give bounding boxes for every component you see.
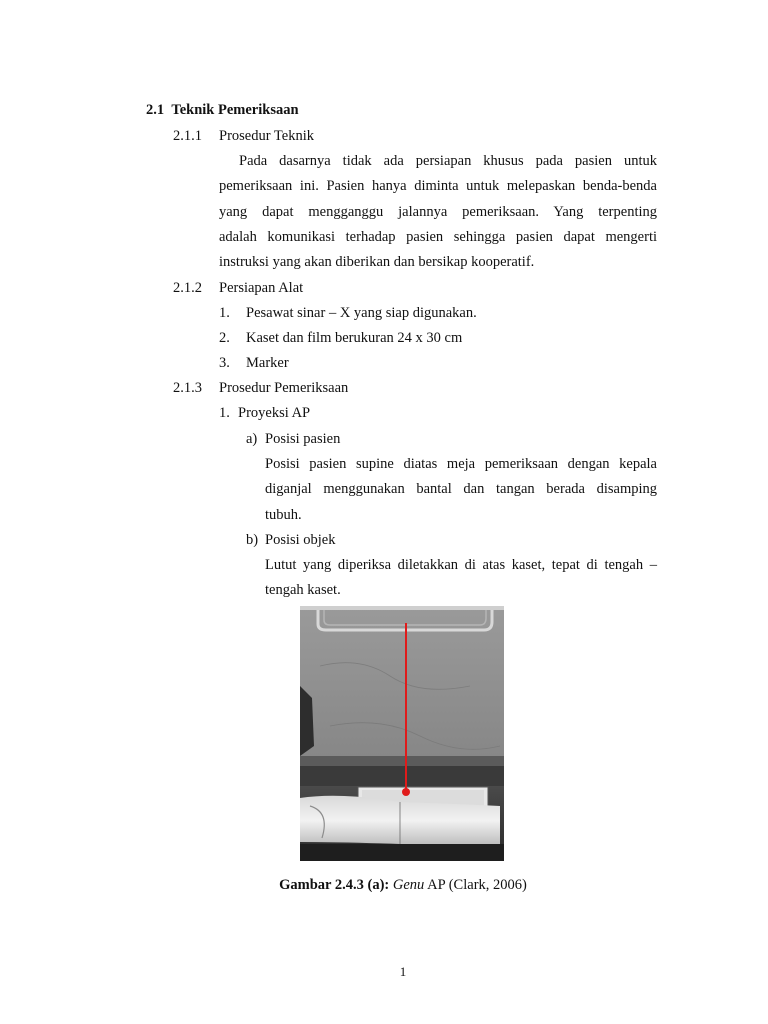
paragraph-line: Posisi pasien supine diatas meja pemeriksaan dengan kepala	[265, 456, 657, 472]
subsection-number-211: 2.1.1	[173, 128, 202, 144]
list-item-num: 2.	[219, 330, 230, 346]
list-item-num: 1.	[219, 305, 230, 321]
sub-item-title: Posisi objek	[265, 532, 336, 548]
list-item-text: Kaset dan film berukuran 24 x 30 cm	[246, 330, 463, 346]
section-title: Teknik Pemeriksaan	[171, 102, 299, 118]
caption-italic: Genu	[392, 877, 425, 893]
figure-caption	[0, 877, 768, 894]
list-item-text: Proyeksi AP	[238, 405, 311, 421]
subsection-title-212: Persiapan Alat	[219, 280, 304, 296]
paragraph-line: adalah komunikasi terhadap pasien sehingga pasien dapat mengerti	[219, 228, 657, 245]
list-item-num: 1.	[219, 405, 230, 421]
page-number: 1	[399, 964, 407, 979]
paragraph-prosedur-teknik	[219, 149, 657, 275]
list-item-num: 3.	[219, 355, 230, 371]
paragraph-line: tubuh.	[265, 506, 302, 523]
figure-photo	[300, 606, 504, 861]
subsection-number-212: 2.1.2	[173, 280, 202, 296]
section-number: 2.1	[146, 102, 165, 118]
paragraph-line: yang dapat mengganggu jalannya pemeriksaan. Yang terpenting	[219, 203, 657, 220]
sub-item-title: Posisi pasien	[265, 431, 341, 447]
paragraph-line: instruksi yang akan diberikan dan bersikap kooperatif.	[219, 254, 535, 271]
paragraph-line: tengah kaset.	[265, 582, 341, 599]
subsection-number-213: 2.1.3	[173, 380, 202, 396]
paragraph-posisi-pasien	[265, 452, 657, 528]
section-heading	[146, 102, 299, 119]
list-item-text: Marker	[246, 355, 289, 371]
knee-ap-positioning-image	[300, 606, 504, 861]
caption-rest: AP (Clark, 2006)	[424, 877, 527, 893]
paragraph-line: diganjal menggunakan bantal dan tangan berada disamping	[265, 481, 657, 498]
paragraph-line: Pada dasarnya tidak ada persiapan khusus pada pasien untuk	[239, 153, 657, 169]
paragraph-posisi-objek	[265, 553, 657, 604]
subsection-title-213: Prosedur Pemeriksaan	[219, 380, 349, 396]
sub-item-label: a)	[246, 431, 258, 447]
sub-item-label: b)	[246, 532, 259, 548]
paragraph-line: pemeriksaan ini. Pasien hanya diminta untuk melepaskan benda-benda	[219, 178, 657, 195]
caption-label: Gambar 2.4.3 (a):	[279, 877, 390, 893]
paragraph-line: Lutut yang diperiksa diletakkan di atas kaset, tepat di tengah –	[265, 557, 657, 573]
subsection-title-211: Prosedur Teknik	[219, 128, 314, 144]
list-item-text: Pesawat sinar – X yang siap digunakan.	[246, 305, 477, 321]
